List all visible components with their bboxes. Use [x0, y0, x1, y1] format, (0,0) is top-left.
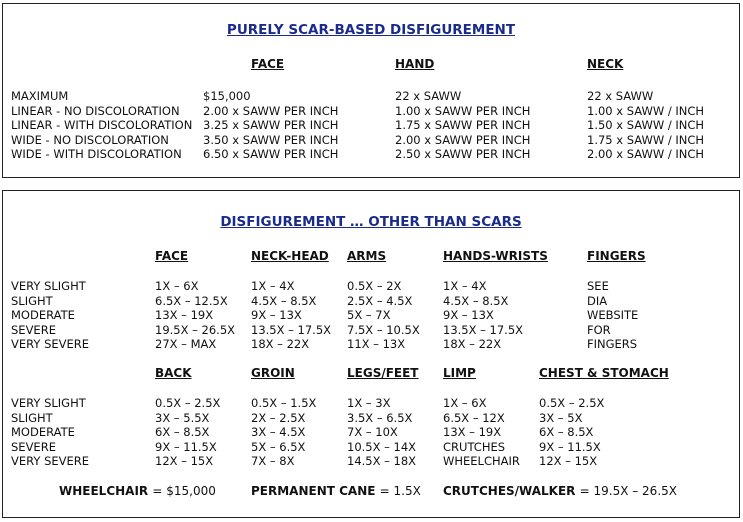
severity-label: VERY SEVERE — [11, 337, 90, 351]
table-cell: 13X – 19X — [443, 425, 502, 439]
table-cell: 19.5X – 26.5X — [155, 323, 236, 337]
table-cell: 6X – 8.5X — [155, 425, 210, 439]
table-cell: 1X – 3X — [347, 396, 391, 410]
footer-value: = 1.5X — [379, 484, 421, 498]
table-cell: SEE — [587, 279, 609, 293]
table-cell: 9X – 11.5X — [539, 440, 601, 454]
scar-cell-hand: 2.00 x SAWW PER INCH — [395, 133, 531, 147]
scar-cell-hand: 22 x SAWW — [395, 89, 462, 103]
scar-row-label: LINEAR - WITH DISCOLORATION — [11, 118, 193, 132]
table-cell: 18X – 22X — [443, 337, 502, 351]
scar-header-face: FACE — [251, 57, 285, 71]
scar-cell-neck: 1.75 x SAWW / INCH — [587, 133, 705, 147]
table-cell: 27X – MAX — [155, 337, 217, 351]
scar-cell-neck: 1.50 x SAWW / INCH — [587, 118, 705, 132]
severity-label: SEVERE — [11, 440, 56, 454]
column-header: ARMS — [347, 249, 387, 263]
table-cell: 4.5X – 8.5X — [443, 294, 509, 308]
table-cell: WEBSITE — [587, 308, 639, 322]
table-cell: 0.5X – 2X — [347, 279, 402, 293]
scar-cell-face: 6.50 x SAWW PER INCH — [203, 147, 339, 161]
scar-cell-neck: 2.00 x SAWW / INCH — [587, 147, 705, 161]
table-cell: 0.5X – 1.5X — [251, 396, 317, 410]
table-cell: 18X – 22X — [251, 337, 310, 351]
scar-cell-neck: 1.00 x SAWW / INCH — [587, 104, 705, 118]
table-cell: 1X – 4X — [443, 279, 487, 293]
column-header: GROIN — [251, 366, 295, 380]
table-cell: WHEELCHAIR — [443, 454, 520, 468]
table-cell: 13.5X – 17.5X — [251, 323, 332, 337]
severity-label: VERY SLIGHT — [11, 396, 86, 410]
table-cell: 14.5X – 18X — [347, 454, 417, 468]
severity-label: SEVERE — [11, 323, 56, 337]
scar-row-label: LINEAR - NO DISCOLORATION — [11, 104, 180, 118]
other-disfigurement-panel — [2, 190, 740, 518]
footer-permanent-cane — [251, 484, 421, 498]
table-cell: 1X – 6X — [443, 396, 487, 410]
footer-wheelchair — [59, 484, 216, 498]
scar-row-label: WIDE - WITH DISCOLORATION — [11, 147, 182, 161]
table-cell: 3X – 5X — [539, 411, 583, 425]
table-cell: 1X – 6X — [155, 279, 199, 293]
table-cell: 1X – 4X — [251, 279, 295, 293]
scar-cell-neck: 22 x SAWW — [587, 89, 654, 103]
column-header: NECK-HEAD — [251, 249, 329, 263]
footer-value: = $15,000 — [152, 484, 216, 498]
scar-cell-face: 3.50 x SAWW PER INCH — [203, 133, 339, 147]
scar-cell-hand: 1.75 x SAWW PER INCH — [395, 118, 531, 132]
table-cell: 10.5X – 14X — [347, 440, 417, 454]
table-cell: 11X – 13X — [347, 337, 406, 351]
table-cell: FINGERS — [587, 337, 638, 351]
table-cell: 13.5X – 17.5X — [443, 323, 524, 337]
scar-cell-hand: 1.00 x SAWW PER INCH — [395, 104, 531, 118]
footer-crutches-walker — [443, 484, 677, 498]
severity-label: MODERATE — [11, 308, 75, 322]
table-cell: 12X – 15X — [155, 454, 214, 468]
column-header: LEGS/FEET — [347, 366, 419, 380]
table-cell: 3.5X – 6.5X — [347, 411, 413, 425]
severity-label: MODERATE — [11, 425, 75, 439]
column-header: BACK — [155, 366, 192, 380]
table-cell: 0.5X – 2.5X — [539, 396, 605, 410]
table-cell: 5X – 6.5X — [251, 440, 306, 454]
column-header: FINGERS — [587, 249, 646, 263]
table-cell: 2.5X – 4.5X — [347, 294, 413, 308]
table-cell: 13X – 19X — [155, 308, 214, 322]
table-cell: 4.5X – 8.5X — [251, 294, 317, 308]
table-cell: 7X – 10X — [347, 425, 398, 439]
scar-cell-face: 3.25 x SAWW PER INCH — [203, 118, 339, 132]
table-cell: 0.5X – 2.5X — [155, 396, 221, 410]
table-cell: 6.5X – 12X — [443, 411, 505, 425]
severity-label: VERY SEVERE — [11, 454, 90, 468]
table-cell: DIA — [587, 294, 608, 308]
scar-section-title: PURELY SCAR-BASED DISFIGUREMENT — [226, 22, 516, 38]
column-header: LIMP — [443, 366, 476, 380]
table-cell: 9X – 11.5X — [155, 440, 217, 454]
scar-row-label: WIDE - NO DISCOLORATION — [11, 133, 169, 147]
table-cell: 7X – 8X — [251, 454, 295, 468]
table-cell: 6X – 8.5X — [539, 425, 594, 439]
table-cell: 12X – 15X — [539, 454, 598, 468]
footer-label: CRUTCHES/WALKER — [443, 484, 576, 498]
table-cell: 9X – 13X — [443, 308, 494, 322]
table-cell: 7.5X – 10.5X — [347, 323, 420, 337]
footer-label: WHEELCHAIR — [59, 484, 149, 498]
severity-label: SLIGHT — [11, 294, 53, 308]
column-header: FACE — [155, 249, 189, 263]
footer-value: = 19.5X – 26.5X — [579, 484, 677, 498]
scar-row-label: MAXIMUM — [11, 89, 69, 103]
column-header: CHEST & STOMACH — [539, 366, 669, 380]
table-cell: CRUTCHES — [443, 440, 506, 454]
other-section-title: DISFIGUREMENT … OTHER THAN SCARS — [220, 214, 522, 230]
table-cell: FOR — [587, 323, 611, 337]
scar-cell-face: 2.00 x SAWW PER INCH — [203, 104, 339, 118]
table-cell: 2X – 2.5X — [251, 411, 306, 425]
severity-label: SLIGHT — [11, 411, 53, 425]
scar-header-neck: NECK — [587, 57, 624, 71]
table-cell: 6.5X – 12.5X — [155, 294, 228, 308]
severity-label: VERY SLIGHT — [11, 279, 86, 293]
scar-header-hand: HAND — [395, 57, 435, 71]
scar-cell-face: $15,000 — [203, 89, 251, 103]
footer-label: PERMANENT CANE — [251, 484, 376, 498]
table-cell: 3X – 5.5X — [155, 411, 210, 425]
table-cell: 3X – 4.5X — [251, 425, 306, 439]
scar-cell-hand: 2.50 x SAWW PER INCH — [395, 147, 531, 161]
table-cell: 5X – 7X — [347, 308, 391, 322]
column-header: HANDS-WRISTS — [443, 249, 548, 263]
table-cell: 9X – 13X — [251, 308, 302, 322]
